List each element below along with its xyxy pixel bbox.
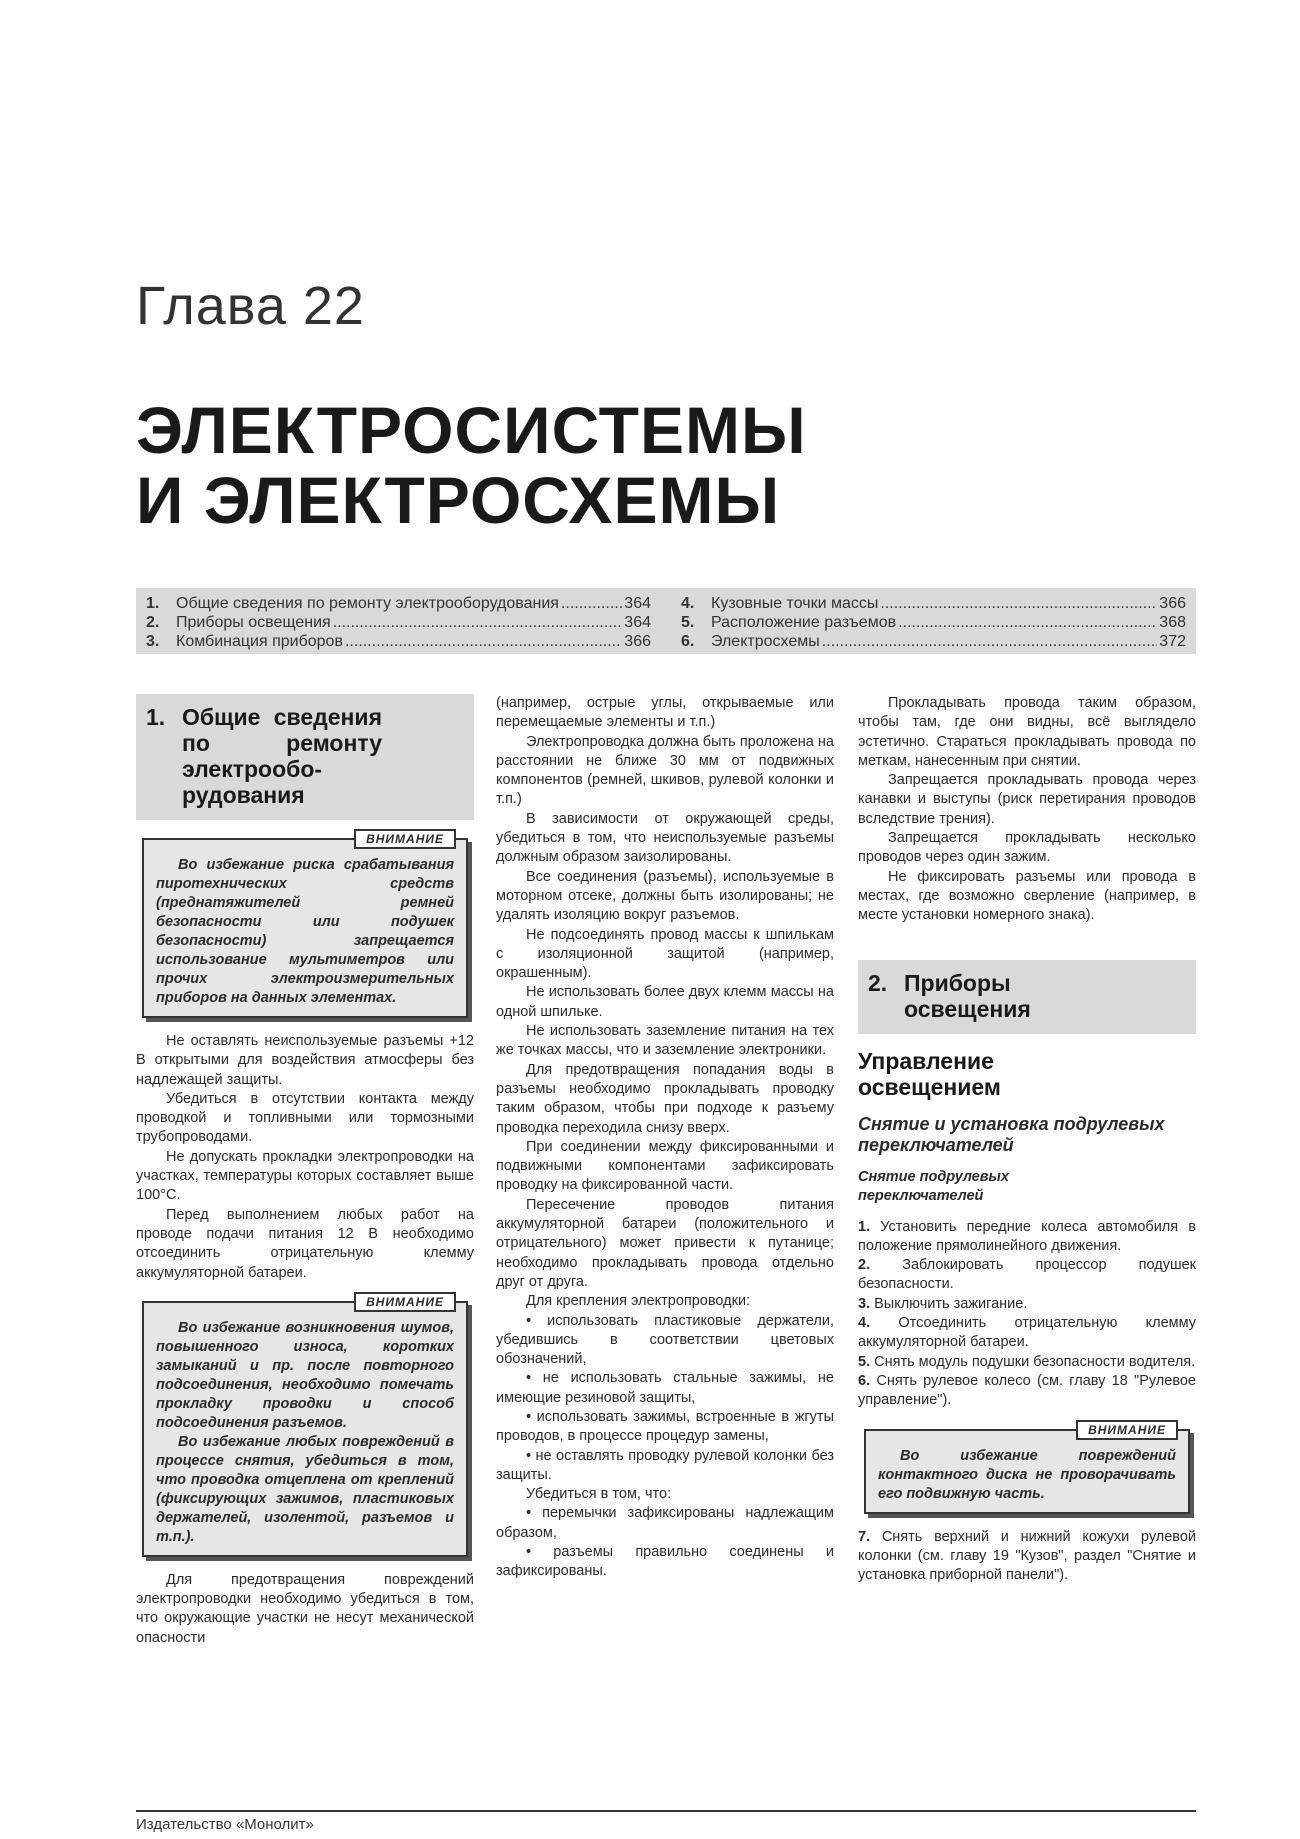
step-2 — [858, 1256, 1196, 1295]
warning-text: Во избежание повреждений контактного диска не проворачивать его подвижную часть. — [878, 1447, 1176, 1502]
step-1 — [858, 1218, 1196, 1257]
section-title: Приборы освещения — [904, 969, 1031, 1022]
toc-num: 4. — [681, 595, 695, 612]
step-number: 4. — [858, 1315, 871, 1332]
paragraph: Не использовать более двух клемм массы на одной шпильке. — [496, 984, 834, 1020]
paragraph: Перед выполнением любых работ на проводе подачи питания 12 В необходимо отсоединить отрицательную клемму аккумуляторной батареи. — [136, 1206, 474, 1281]
toc-text: Общие сведения по ремонту электрооборудования — [176, 595, 559, 612]
paragraph: При соединении между фиксированными и подвижными компонентами зафиксировать проводку на фиксированной части. — [496, 1138, 834, 1194]
column-3 — [858, 694, 1196, 1585]
paragraph: Не подсоединять провод массы к шпилькам с изоляционной защитой (например, окрашенным). — [496, 926, 834, 982]
paragraph: (например, острые углы, открываемые или перемещаемые элементы и т.п.) — [496, 695, 834, 731]
paragraph: Не допускать прокладки электропроводки на участках, температуры которых составляет выше 100°С. — [136, 1148, 474, 1204]
toc-entry[interactable] — [146, 594, 651, 613]
toc-text: Расположение разъемов — [711, 614, 897, 631]
title-line-1: ЭЛЕКТРОСИСТЕМЫ — [136, 393, 807, 467]
toc-page: 372 — [1159, 633, 1186, 650]
procedure-heading: Снятие и установка подрулевых переключателей — [858, 1113, 1165, 1155]
toc-page: 368 — [1159, 614, 1186, 631]
step-text: Снять рулевое колесо (см. главу 18 "Рулевое управление"). — [858, 1372, 1196, 1409]
step-text: Выключить зажигание. — [874, 1295, 1028, 1312]
toc-page: 366 — [624, 633, 651, 650]
step-7 — [858, 1528, 1196, 1586]
toc-dots — [822, 632, 1158, 651]
toc-column-left — [146, 594, 651, 651]
toc-page: 364 — [624, 595, 651, 612]
warning-text: Во избежание риска срабатывания пиротехнических средств (преднатяжителей ремней безопасности или подушек безопасности) запрещается использование мультиметров или прочих электроизмерительных приборов на данных элементах. — [156, 857, 454, 1006]
footer-divider — [136, 1810, 1196, 1812]
table-of-contents — [136, 588, 1196, 654]
toc-dots — [898, 613, 1157, 632]
bullet-item: • разъемы правильно соединены и зафиксированы. — [496, 1544, 834, 1580]
warning-box — [142, 1294, 468, 1557]
toc-page: 366 — [1159, 595, 1186, 612]
toc-entry[interactable] — [146, 632, 651, 651]
section-number: 1. — [146, 704, 166, 730]
warning-box — [142, 832, 468, 1018]
toc-entry[interactable] — [681, 594, 1186, 613]
section-title: Общие сведения по ремонту электрообо-рудования — [182, 704, 382, 808]
toc-column-right — [681, 594, 1186, 651]
step-number: 3. — [858, 1295, 871, 1312]
column-2 — [496, 694, 834, 1582]
step-3 — [858, 1295, 1196, 1314]
subsection-heading: Управление освещением — [858, 1047, 1001, 1100]
bullet-item: • перемычки зафиксированы надлежащим образом, — [496, 1505, 834, 1541]
warning-label: ВНИМАНИЕ — [354, 829, 456, 849]
bullet-item: • использовать зажимы, встроенные в жгуты проводов, в процессе процедур замены, — [496, 1408, 834, 1445]
bullet-item: • использовать пластиковые держатели, убедившись в соответствии цветовых обозначений, — [496, 1312, 834, 1368]
chapter-title — [136, 395, 807, 535]
bullet-item: • не оставлять проводку рулевой колонки без защиты. — [496, 1447, 834, 1483]
paragraph: Запрещается прокладывать несколько проводов через один зажим. — [858, 830, 1196, 866]
step-number: 2. — [858, 1257, 871, 1274]
section-1-header — [136, 694, 474, 820]
warning-text: Во избежание возникновения шумов, повышенного износа, коротких замыканий и пр. после повторного подсоединения, необходимо помечать прокладку проводки и способ подсоединения разъемов. — [156, 1319, 454, 1431]
chapter-number: Глава 22 — [136, 276, 365, 336]
section-2-header — [858, 960, 1196, 1034]
warning-label: ВНИМАНИЕ — [1076, 1420, 1178, 1440]
paragraph: Запрещается прокладывать провода через канавки и выступы (риск перетирания проводов вследствие трения). — [858, 772, 1196, 827]
step-6 — [858, 1372, 1196, 1411]
toc-page: 364 — [624, 614, 651, 631]
paragraph: Не оставлять неиспользуемые разъемы +12 В открытыми для воздействия атмосферы без надлежащей защиты. — [136, 1033, 474, 1088]
step-text: Снять верхний и нижний кожухи рулевой колонки (см. главу 19 "Кузов", раздел "Снятие и установка приборной панели"). — [858, 1528, 1196, 1584]
step-text: Заблокировать процессор подушек безопасности. — [858, 1257, 1196, 1293]
step-number: 5. — [858, 1353, 871, 1370]
toc-num: 1. — [146, 595, 160, 612]
procedure-subheading: Снятие подрулевых переключателей — [858, 1168, 1009, 1204]
toc-text: Приборы освещения — [176, 614, 331, 631]
step-number: 1. — [858, 1218, 871, 1235]
paragraph: Убедиться в отсутствии контакта между проводкой и топливными или тормозными трубопроводами. — [136, 1090, 474, 1146]
step-text: Отсоединить отрицательную клемму аккумуляторной батареи. — [858, 1315, 1197, 1351]
paragraph: Электропроводка должна быть проложена на расстоянии не ближе 30 мм от подвижных компонентов (ремней, шкивов, рулевой колонки и т.п.) — [496, 733, 834, 808]
paragraph: Прокладывать провода таким образом, чтобы там, где они видны, всё выглядело эстетично. Стараться прокладывать провода по меткам, нанесенным при снятии. — [858, 695, 1196, 769]
toc-num: 6. — [681, 633, 695, 650]
paragraph: Все соединения (разъемы), используемые в моторном отсеке, должны быть изолированы; не удалять изоляцию вокруг разъемов. — [496, 868, 834, 924]
paragraph: В зависимости от окружающей среды, убедиться в том, что неиспользуемые разъемы должным образом заизолированы. — [496, 810, 834, 866]
step-5 — [858, 1353, 1196, 1372]
toc-dots — [333, 613, 623, 632]
paragraph: Для предотвращения повреждений электропроводки необходимо убедиться в том, что окружающие участки не несут механической опасности — [136, 1571, 474, 1646]
toc-entry[interactable] — [146, 613, 651, 632]
paragraph: Убедиться в том, что: — [526, 1486, 672, 1503]
warning-text: Во избежание любых повреждений в процессе снятия, убедиться в том, что проводка отцеплена от креплений (фиксирующих зажимов, пластиковых держателей, изолентой, разъемов и т.п.). — [156, 1433, 454, 1545]
section-number: 2. — [868, 969, 888, 996]
toc-dots — [345, 632, 622, 651]
step-text: Снять модуль подушки безопасности водителя. — [874, 1353, 1196, 1370]
toc-num: 5. — [681, 614, 695, 631]
warning-box — [864, 1422, 1190, 1514]
toc-dots — [561, 594, 622, 613]
column-1 — [136, 694, 474, 1648]
toc-text: Кузовные точки массы — [711, 595, 879, 612]
title-line-2: И ЭЛЕКТРОСХЕМЫ — [136, 463, 781, 537]
paragraph: Пересечение проводов питания аккумуляторной батареи (положительного и отрицательного) может привести к путанице; необходимо прокладывать провода отдельно друг от друга. — [496, 1196, 834, 1290]
step-text: Установить передние колеса автомобиля в положение прямолинейного движения. — [858, 1218, 1196, 1254]
publisher-footer: Издательство «Монолит» — [136, 1816, 314, 1833]
warning-label: ВНИМАНИЕ — [354, 1292, 456, 1312]
toc-entry[interactable] — [681, 613, 1186, 632]
paragraph: Для предотвращения попадания воды в разъемы необходимо прокладывать проводку таким образом, чтобы при подходе к разъему проводка переходила снизу вверх. — [496, 1061, 834, 1136]
toc-dots — [880, 594, 1157, 613]
step-number: 6. — [858, 1372, 871, 1389]
toc-num: 3. — [146, 633, 160, 650]
bullet-item: • не использовать стальные зажимы, не имеющие резиновой защиты, — [496, 1370, 834, 1406]
toc-text: Комбинация приборов — [176, 633, 343, 650]
step-number: 7. — [858, 1528, 871, 1545]
paragraph: Для крепления электропроводки: — [526, 1293, 751, 1310]
toc-entry[interactable] — [681, 632, 1186, 651]
toc-num: 2. — [146, 614, 160, 631]
toc-text: Электросхемы — [711, 633, 820, 650]
paragraph: Не использовать заземление питания на тех же точках массы, что и заземление электроники. — [496, 1023, 834, 1059]
paragraph: Не фиксировать разъемы или провода в местах, где возможно сверление (например, в месте установки номерного знака). — [858, 868, 1196, 924]
step-4 — [858, 1314, 1196, 1353]
